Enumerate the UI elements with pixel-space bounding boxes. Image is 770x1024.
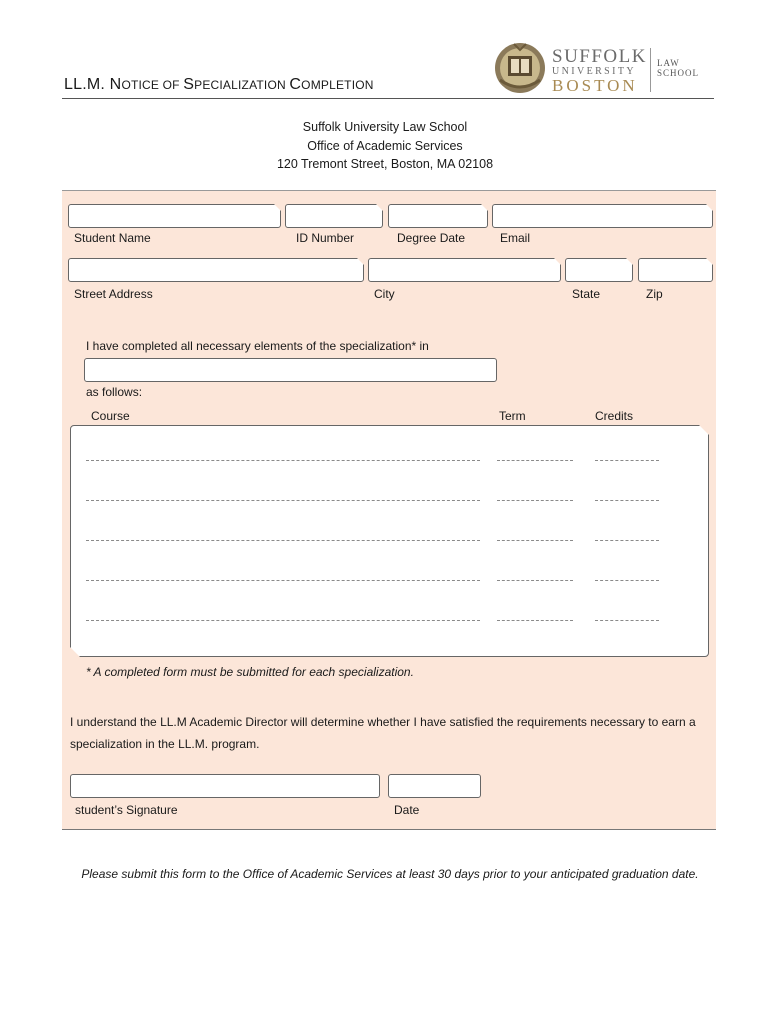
zip-field[interactable] [638,258,713,282]
address-line-3: 120 Tremont Street, Boston, MA 02108 [276,157,494,171]
submission-instructions: Please submit this form to the Office of Academic Services at least 30 days prior to your anticipated graduation date. [81,867,699,881]
date-label: Date [394,803,420,817]
course-row-3-term[interactable] [497,540,573,541]
svg-text:SUFFOLK: SUFFOLK [552,46,647,67]
course-row-3-course[interactable] [86,540,480,541]
course-header: Course [91,409,130,423]
svg-text:LAW: LAW [657,58,680,68]
city-field[interactable] [368,258,561,282]
state-field[interactable] [565,258,633,282]
course-row-4-credits[interactable] [595,580,659,581]
credits-header: Credits [595,409,634,423]
course-row-2-term[interactable] [497,500,573,501]
degree-date-field[interactable] [388,204,488,228]
email-label: Email [500,231,531,245]
state-label: State [572,287,601,301]
email-field[interactable] [492,204,713,228]
address-line-2: Office of Academic Services [307,138,463,153]
signature-date-field[interactable] [388,774,481,798]
course-row-3-credits[interactable] [595,540,659,541]
course-row-1-term[interactable] [497,460,573,461]
svg-text:BOSTON: BOSTON [552,76,638,95]
school-address [0,118,770,174]
street-address-label: Street Address [74,287,153,301]
student-name-field[interactable] [68,204,281,228]
course-row-5-credits[interactable] [595,620,659,621]
specialization-intro: I have completed all necessary elements of the specialization* in [86,339,429,353]
svg-text:UNIVERSITY: UNIVERSITY [552,66,636,77]
course-row-4-term[interactable] [497,580,573,581]
signature-label: student’s Signature [75,803,178,817]
course-row-4-course[interactable] [86,580,480,581]
footnote: * A completed form must be submitted for each specialization. [86,665,414,679]
city-label: City [374,287,395,301]
title-divider [62,98,714,99]
specialization-name-field[interactable] [84,358,497,382]
course-row-5-term[interactable] [497,620,573,621]
term-header: Term [499,409,526,423]
course-row-1-credits[interactable] [595,460,659,461]
id-number-field[interactable] [285,204,383,228]
address-line-1: Suffolk University Law School [302,120,468,134]
student-name-label: Student Name [74,231,151,245]
as-follows-label: as follows: [86,385,143,399]
degree-date-label: Degree Date [397,231,466,245]
acknowledgement-statement: I understand the LL.M Academic Director will determine whether I have satisfied the requirements necessary to earn a specialization in the LL.M. program. [70,715,696,751]
signature-field[interactable] [70,774,380,798]
course-row-2-course[interactable] [86,500,480,501]
street-address-field[interactable] [68,258,364,282]
page-title: LL.M. NOTICE OF SPECIALIZATION COMPLETION [64,76,374,93]
course-row-2-credits[interactable] [595,500,659,501]
university-seal-icon [495,43,545,93]
suffolk-logo [492,40,714,96]
zip-label: Zip [646,287,663,301]
course-row-1-course[interactable] [86,460,480,461]
course-row-5-course[interactable] [86,620,480,621]
id-number-label: ID Number [296,231,355,245]
svg-text:SCHOOL: SCHOOL [657,68,700,78]
